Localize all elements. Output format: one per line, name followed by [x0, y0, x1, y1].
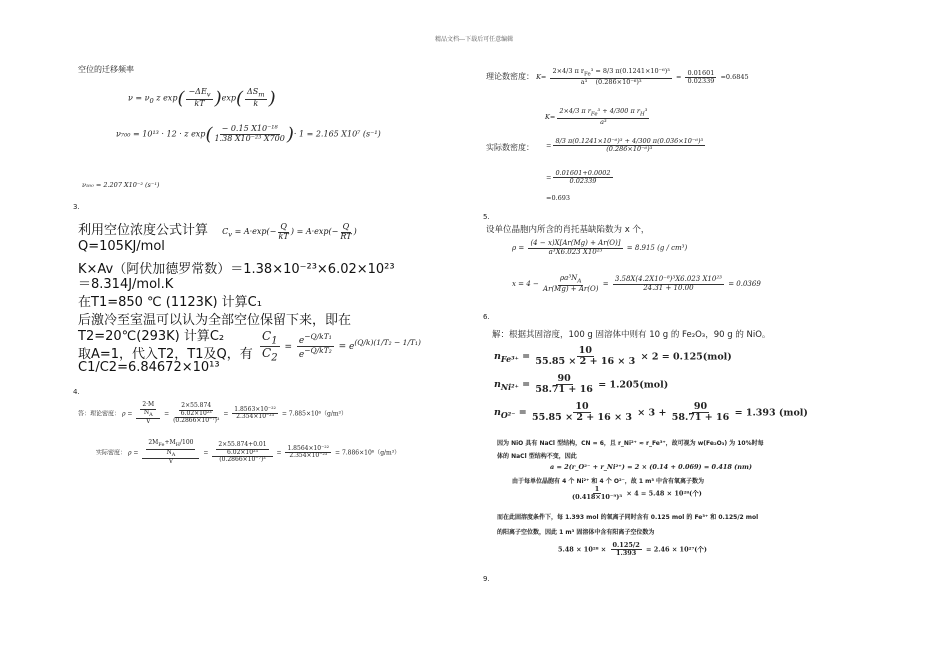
nu700-equation: ν₇₀₀ = 10¹³ · 12 · z exp( $\frac{\text{− 0.15 X10⁻¹⁸}}{\text{1.38 X10⁻²³ X700}}$ )· 1 = 2.165 X10⁷ (s⁻¹) [116, 124, 381, 145]
actual-number-density-label: 实际数密度： [486, 143, 534, 152]
theory-number-density: 理论数密度： K= $\frac{2\times 4/3 \pi r_{Fe}^3 = 8/3 \pi(0.1241\times 10^{-6})^3}{\text{a³ (0.286×10⁻⁶)³}}$ = $\frac{0.01601}{0.02339}$ =0.6845 [486, 67, 749, 87]
p3-line8: 取A=1，代入T2，T1及Q，有 [78, 347, 253, 362]
p6-final-result: 5.48 × 10²⁸ × $\frac{0.125/2}{1.393}$ = 2.46 × 10²⁷(个) [558, 541, 707, 558]
p3-line6: 后激冷至室温可以认为全部空位保留下来，即在 [78, 313, 352, 328]
p6-intro: 解：根据其固溶度，100 g 固溶体中则有 10 g 的 Fe₂O₃，90 g 的 NiO。 [492, 330, 771, 340]
p5-intro: 设单位晶胞内所含的肖托基缺陷数为 x 个， [486, 225, 650, 235]
nu-equation: $\nu = \nu_0$ z exp( $\frac{-\Delta E_v}{kT}$ )exp( $\frac{\Delta S_m}{k}$ ) [128, 87, 276, 109]
p4-actual-density: 实际密度： ρ = $\frac{\frac{2M_{Fe}+M_H/100}{N_A}}{V}$ = $\frac{\frac{2\times 55.874+0.01}{\text{6.02×10²³}}}{\text{(0.2866×10⁻⁷)³}}$ = $\frac{\text{1.8564×10⁻²²}}{\text{2.354×10⁻²³}}$ = 7.886×10⁶（g/m³） [96, 439, 401, 466]
p6-o-moles: $n_{O^{2-}}$ = $\frac{10}{55.85 \times 2 + 16 \times 3}$ × 3 + $\frac{90}{58.71 + 16}$ = 1.393 (mol) [494, 401, 808, 424]
p3-ratio-formula: $\frac{C_1}{C_2}$ = $\frac{e^{-Q/kT_1}}{e^{-Q/kT_2}}$ = $e^{(Q/k)(1/T_2 - 1/T_1)}$ [262, 329, 421, 364]
problem-number-6: 6. [483, 313, 490, 321]
p6-text4: 而在此固溶度条件下，每 1.393 mol 的氧离子同时含有 0.125 mol 的 Fe³⁺ 和 0.125/2 mol [497, 514, 759, 521]
p3-line2: Q=105KJ/mol [78, 239, 165, 254]
actual-number-density-expr: = $\frac{\text{8/3 π(0.1241×10⁻⁶)³ + 4/300 π(0.036×10⁻⁶)³}}{\text{(0.286×10⁻⁶)³}}$ [546, 137, 704, 154]
page-header: 精品文档---下载后可任意编辑 [435, 36, 514, 43]
p6-text1: 因为 NiO 具有 NaCl 型结构，CN = 6，且 r_Ni²⁺ ≈ r_Fe³⁺，故可视为 w(Fe₂O₃) 为 10%时每 [497, 440, 764, 447]
p6-ion-count: $\frac{1}{\text{(0.418×10⁻⁹)³}}$ × 4 = 5.48 × 10²⁸(个) [572, 485, 702, 502]
p3-line5: 在T1=850 ℃ (1123K) 计算C₁ [78, 295, 262, 310]
p5-rho-equation: ρ = $\frac{(4 - x)X[Ar(Mg) + Ar(O)]}{\text{a³X6.023 X10²³}}$ = 8.915 (g / cm³) [512, 239, 688, 256]
p5-x-equation: x = 4 − $\frac{\rho a^3N_A}{Ar(Mg) + Ar(O)}$ = $\frac{\text{3.58X(4.2X10⁻⁸)³X6.023 X10²³}}{24.31 + 10.00}$ = 0.0369 [512, 274, 761, 293]
vacancy-migration-title: 空位的迁移频率 [78, 65, 134, 74]
p6-text2: 体的 NaCl 型结构不变，因此 [497, 453, 577, 460]
problem-number-9: 9. [483, 575, 490, 583]
p6-text3: 由于每单位晶胞有 4 个 Ni²⁺ 和 4 个 O²⁻，故 1 m³ 中含有氧离子数为 [512, 478, 705, 485]
p3-line9: C1/C2=6.84672×10¹³ [78, 360, 220, 375]
p3-line3: K×Av（阿伏加德罗常数）＝1.38×10⁻²³×6.02×10²³ [78, 262, 395, 277]
p6-text5: 的阳离子空位数，因此 1 m³ 固溶体中含有阳离子空位数为 [497, 529, 655, 536]
p3-line1: 利用空位浓度公式计算 $C_v = A\cdot\exp(-$ $\frac{Q}{kT}$ ) = A·exp(− $\frac{Q}{RT}$ ) [78, 221, 357, 241]
nu500-equation: ν₅₀₀ = 2.207 X10⁻² (s⁻¹) [82, 181, 160, 189]
p6-ni-moles: $n_{Ni^{2+}}$ = $\frac{90}{58.71 + 16}$ = 1.205(mol) [494, 373, 669, 396]
problem-number-4: 4. [73, 388, 80, 396]
problem-number-5: 5. [483, 213, 490, 221]
actual-number-density-result: =0.693 [546, 194, 571, 202]
p3-line7: T2=20℃(293K) 计算C₂ [78, 329, 225, 344]
theory-K-expression: K= $\frac{2\times 4/3 \pi r_{Fe}^3 + 4/300 \pi r_H^3}{\text{a³}}$ [545, 107, 648, 127]
p6-lattice-a: a = 2(r_O²⁻ + r_Ni²⁺) = 2 × (0.14 + 0.069) = 0.418 (nm) [550, 463, 752, 471]
p3-line4: ＝8.314J/mol.K [78, 277, 174, 292]
problem-number-3: 3. [73, 203, 80, 211]
p4-theory-density: 答：理论密度： ρ = $\frac{\frac{2\cdot M}{N_A}}{V}$ = $\frac{\frac{2\times 55.874}{\text{6.02×10²³}}}{\text{(0.2866×10⁻⁷)³}}$ = $\frac{\text{1.8563×10⁻²²}}{\text{2.354×10⁻²³}}$ = 7.885×10⁶（g/m³） [78, 401, 347, 426]
p6-fe-moles: $n_{Fe^{3+}}$ = $\frac{10}{55.85 \times 2 + 16 \times 3}$ × 2 = 0.125(mol) [494, 345, 732, 368]
actual-number-density-frac: = $\frac{0.01601+0.0002}{0.02339}$ [546, 169, 611, 186]
